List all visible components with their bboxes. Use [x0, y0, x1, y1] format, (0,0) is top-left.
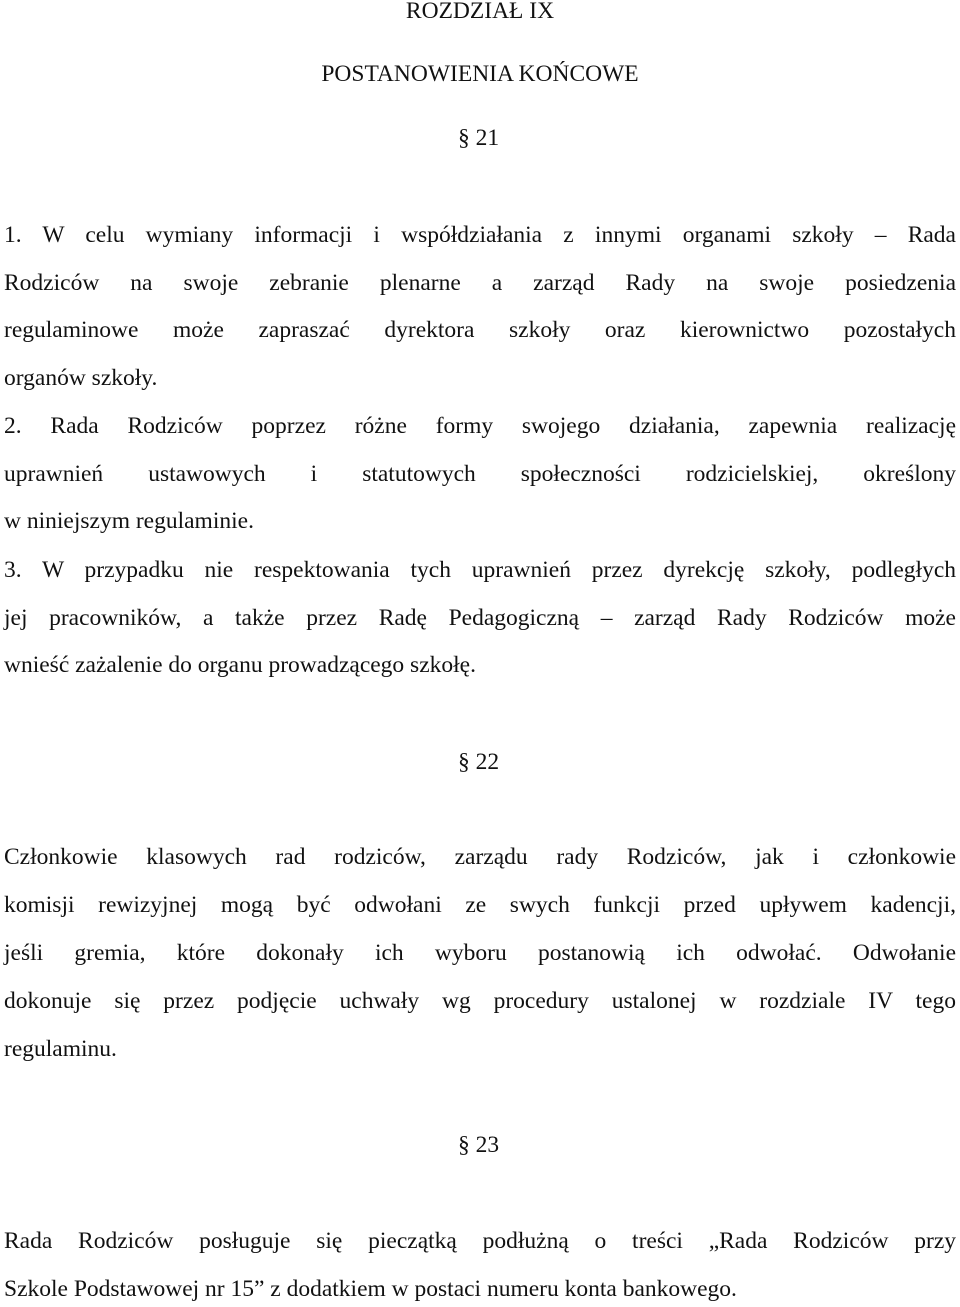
paragraph-line: Rodziców na swoje zebranie plenarne a zarząd Rady na swoje posiedzenia	[4, 270, 956, 296]
paragraph-line: jej pracowników, a także przez Radę Pedagogiczną – zarząd Rady Rodziców może	[4, 605, 956, 631]
paragraph-line: organów szkoły.	[4, 365, 158, 391]
paragraph-line: w niniejszym regulaminie.	[4, 508, 254, 534]
chapter-title: POSTANOWIENIA KOŃCOWE	[321, 61, 639, 87]
paragraph-line: Członkowie klasowych rad rodziców, zarządu rady Rodziców, jak i członkowie	[4, 844, 956, 870]
paragraph-line: regulaminu.	[4, 1036, 117, 1062]
paragraph-line: uprawnień ustawowych i statutowych społeczności rodzicielskiej, określony	[4, 461, 956, 487]
paragraph-line: 1. W celu wymiany informacji i współdziałania z innymi organami szkoły – Rada	[4, 222, 956, 248]
paragraph-line: Szkole Podstawowej nr 15” z dodatkiem w postaci numeru konta bankowego.	[4, 1276, 737, 1302]
paragraph-line: dokonuje się przez podjęcie uchwały wg procedury ustalonej w rozdziale IV tego	[4, 988, 956, 1014]
paragraph-line: jeśli gremia, które dokonały ich wyboru postanowią ich odwołać. Odwołanie	[4, 940, 956, 966]
paragraph-line: Rada Rodziców posługuje się pieczątką podłużną o treści „Rada Rodziców przy	[4, 1228, 956, 1254]
section-number-23: § 23	[458, 1132, 500, 1158]
section-number-22: § 22	[458, 749, 500, 775]
paragraph-line: wnieść zażalenie do organu prowadzącego szkołę.	[4, 652, 476, 678]
chapter-heading: ROZDZIAŁ IX	[405, 0, 555, 24]
paragraph-line: komisji rewizyjnej mogą być odwołani ze swych funkcji przed upływem kadencji,	[4, 892, 956, 918]
paragraph-line: 3. W przypadku nie respektowania tych uprawnień przez dyrekcję szkoły, podległych	[4, 557, 956, 583]
section-number-21: § 21	[458, 125, 500, 151]
paragraph-line: regulaminowe może zapraszać dyrektora szkoły oraz kierownictwo pozostałych	[4, 317, 956, 343]
paragraph-line: 2. Rada Rodziców poprzez różne formy swojego działania, zapewnia realizację	[4, 413, 956, 439]
